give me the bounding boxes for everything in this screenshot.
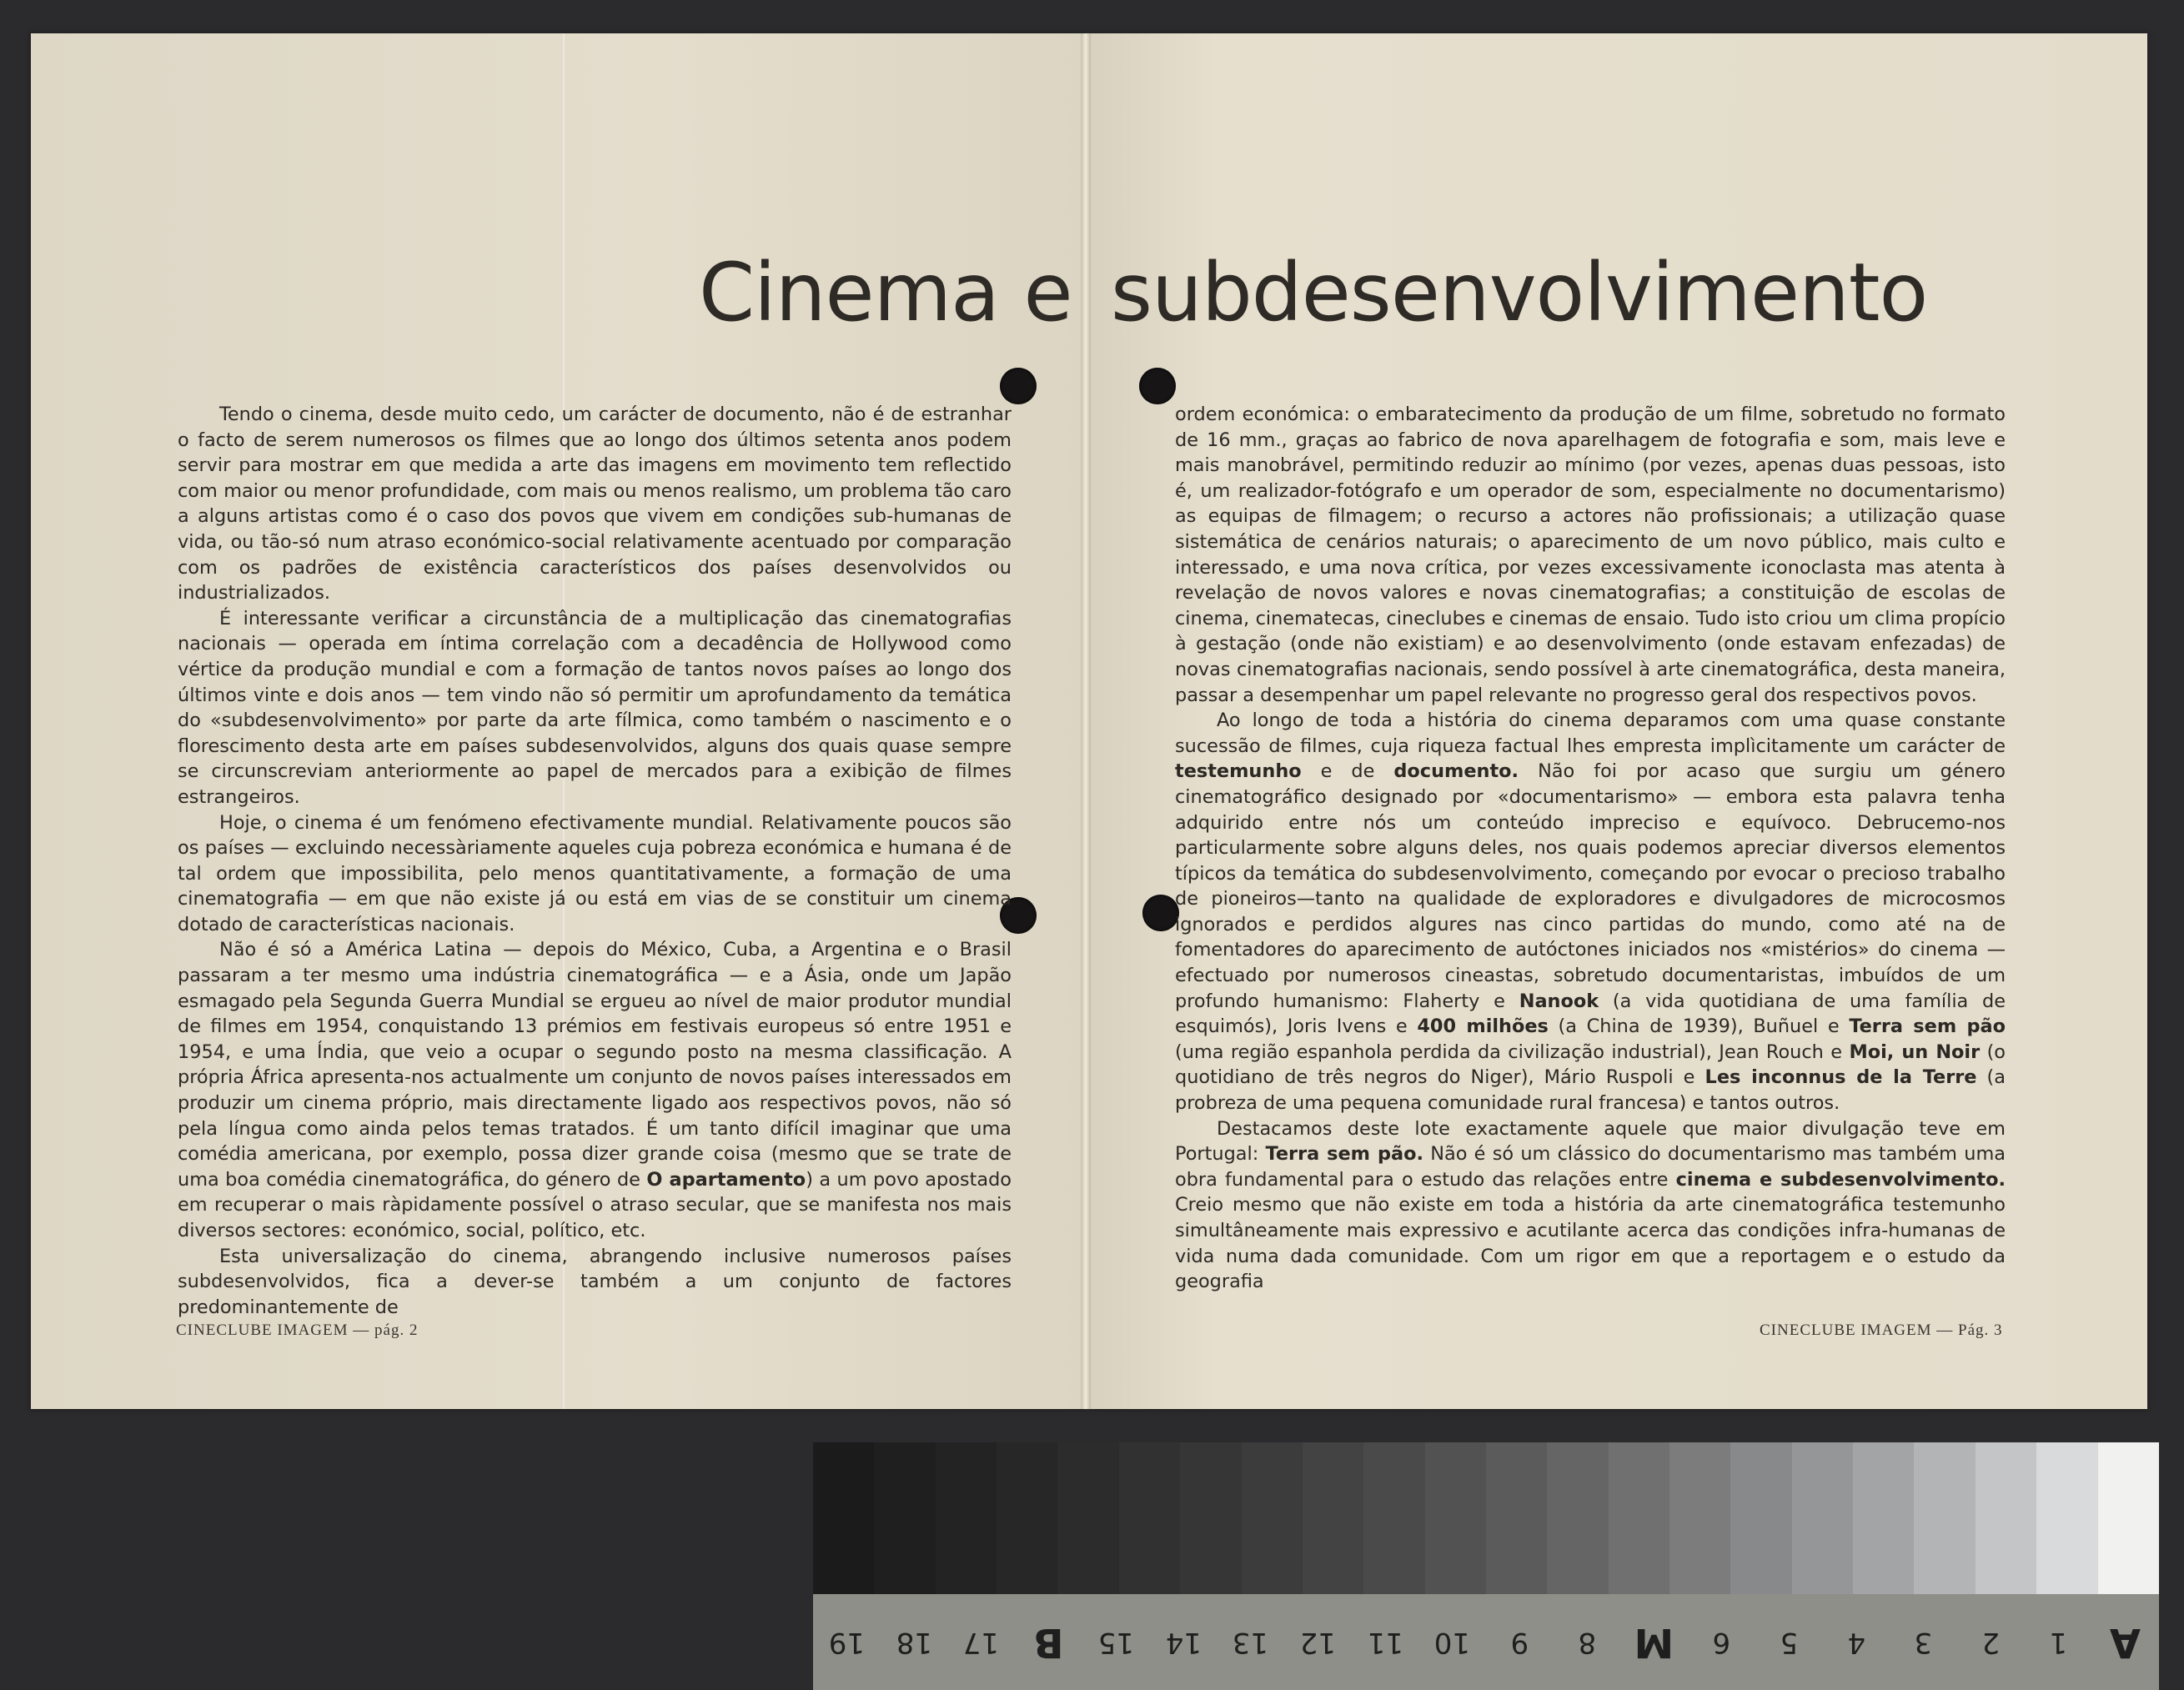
text-run: (o quotidiano de três negros do Niger), Mário Ruspoli e (1175, 1041, 2006, 1089)
gray-swatch (1547, 1442, 1608, 1594)
bold-term: cinema e subdesenvolvimento. (1675, 1168, 2006, 1191)
gray-swatch (2098, 1442, 2159, 1594)
gray-swatch (1363, 1442, 1424, 1594)
punch-hole (1139, 368, 1176, 404)
paragraph: Esta universalização do cinema, abrangendo inclusive numerosos países subdesenvolvidos, fica a dever-se também a um conjunto de factores predominantemente de (178, 1245, 1012, 1318)
gray-swatch (1792, 1442, 1853, 1594)
gray-swatch (813, 1442, 874, 1594)
gray-swatch (1180, 1442, 1241, 1594)
ruler-label: 1 (2049, 1625, 2067, 1659)
text-run: Destacamos deste lote exactamente aquele que maior divulgação teve em Portugal: (1175, 1117, 2006, 1166)
gray-swatch (1303, 1442, 1363, 1594)
text-run: Não é só a América Latina — depois do México, Cuba, a Argentina e o Brasil passaram a ter mesmo uma indústria cinematográfica — e a Ásia, onde um Japão esmagado pela Segunda Guerra Mundial se ergueu ao nível de maior produtor mundial de filmes em 1954, conquistando 13 prémios em festivais europeus só entre 1951 e 1954, e uma Índia, que veio a ocupar o segundo posto na mesma classificação. A própria África apresenta-nos actualmente um conjunto de novos países interessados em produzir um cinema próprio, mais directamente ligado aos respectivos povos, não só pela língua como ainda pelos temas tratados. É um tanto difícil imaginar que uma comédia americana, por exemplo, possa dizer grande coisa (mesmo que se trate de uma boa comédia cinematográfica, do género de (178, 939, 1012, 1191)
ruler-label: B (1033, 1618, 1064, 1666)
paragraph (178, 937, 1012, 1243)
text-run: (a China de 1939), Buñuel e (1558, 1016, 1840, 1038)
ruler-label: 18 (896, 1625, 932, 1659)
gray-swatch (1976, 1442, 2036, 1594)
paragraph: ordem económica: o embaratecimento da produção de um filme, sobretudo no formato de 16 mm., graças ao fabrico de nova aparelhagem de fotografia e som, mais leve e mais manobrável, permitindo reduzir ao mínimo (por vezes, apenas duas pessoas, isto é, um realizador-fotógrafo e um operador de som, especialmente no documentarismo) as equipas de filmagem; o recurso a actores não profissionais; a utilização quase sistemática de cenários naturais; o aparecimento de um novo público, mais culto e interessado, e uma nova crítica, por vezes excessivamente iconoclasta mas atenta à revelação de novos valores e novas cinematografias; a constituição de escolas de cinema, cinematecas, cineclubes e cinemas de ensaio. Tudo isto criou um clima propício à gestação (onde não existiam) e ao desenvolvimento (onde estavam enfezadas) de novas cinematografias nacionais, sendo possível à arte cinematográfica, desta maneira, passar a desempenhar um papel relevante no progresso geral dos respectivos povos. (1175, 404, 2006, 706)
gray-swatch (1914, 1442, 1975, 1594)
ruler-label: 3 (1914, 1625, 1933, 1659)
punch-hole (1000, 368, 1037, 404)
grayscale-swatches (813, 1442, 2159, 1594)
ruler-label: 8 (1578, 1625, 1596, 1659)
bold-term: testemunho (1175, 760, 1302, 783)
text-run: (uma região espanhola perdida da civilização industrial), Jean Rouch e (1175, 1041, 1843, 1063)
ruler-label: 5 (1780, 1625, 1799, 1659)
gray-swatch (1242, 1442, 1303, 1594)
gray-swatch (1730, 1442, 1791, 1594)
film-title: Terra sem pão (1849, 1016, 2006, 1038)
ruler-label: M (1634, 1618, 1674, 1666)
gray-swatch (1057, 1442, 1118, 1594)
ruler-label: 11 (1367, 1625, 1403, 1659)
ruler-label: 12 (1299, 1625, 1336, 1659)
ruler-label: A (2110, 1618, 2141, 1666)
ruler-label: 15 (1097, 1625, 1134, 1659)
gray-swatch (1425, 1442, 1486, 1594)
footer-right: CINECLUBE IMAGEM — Pág. 3 (1760, 1321, 2003, 1339)
footer-left: CINECLUBE IMAGEM — pág. 2 (176, 1321, 419, 1339)
gray-swatch (874, 1442, 935, 1594)
film-title: Moi, un Noir (1849, 1041, 1981, 1063)
gray-swatch (1853, 1442, 1914, 1594)
film-title: Nanook (1519, 990, 1599, 1012)
gray-swatch (1119, 1442, 1180, 1594)
paragraph (1175, 1116, 2006, 1295)
paragraph: Hoje, o cinema é um fenómeno efectivamente mundial. Relativamente poucos são os países — excluindo necessàriamente aqueles cuja pobreza económica e humana é de tal ordem que impossibilita, pelo menos quantitativamente, a formação de uma cinematografia — em que não existe já ou está em vias de se constituir um cinema dotado de características nacionais. (178, 811, 1012, 935)
right-column-text (1175, 402, 2006, 1295)
title-left: Cinema e (699, 246, 1072, 339)
ruler-label: 19 (828, 1625, 865, 1659)
ruler-label: 10 (1434, 1625, 1471, 1659)
text-run: Creio mesmo que não existe em toda a história da arte cinematográfica testemunho simultâneamente mais expressivo e acutilante acerca das condições infra-humanas de vida numa dada comunidade. Com um rigor em que a reportagem e o estudo da geografia (1175, 1194, 2006, 1293)
ruler-label: 13 (1232, 1625, 1269, 1659)
bold-term: documento. (1393, 760, 1519, 783)
text-run: Ao longo de toda a história do cinema deparamos com uma quase constante sucessão de filmes, cuja riqueza factual lhes empresta implìcitamente um carácter de (1175, 710, 2006, 757)
color-checker-target (813, 1442, 2159, 1690)
text-run: ) a um povo apostado em recuperar o mais ràpidamente possível o atraso secular, que se manifesta nos mais diversos sectores: económico, social, político, etc. (178, 1168, 1012, 1241)
paragraph (1175, 708, 2006, 1116)
gray-swatch (936, 1442, 997, 1594)
ruler-label: 17 (963, 1625, 1000, 1659)
ruler-label: 14 (1165, 1625, 1202, 1659)
paragraph: É interessante verificar a circunstância de a multiplicação das cinematografias nacionais — operada em íntima correlação com a decadência de Hollywood como vértice da produção mundial e com a formação de tantos novos países ao longo dos últimos vinte e dois anos — tem vindo não só permitir um aprofundamento da temática do «subdesenvolvimento» por parte da arte fílmica, como também o nascimento e o florescimento desta arte em países subdesenvolvidos, alguns dos quais quase sempre se circunscreviam anteriormente ao papel de mercados para a exibição de filmes estrangeiros. (178, 607, 1012, 808)
ruler-label: 2 (1981, 1625, 2001, 1659)
film-title: Terra sem pão. (1265, 1143, 1423, 1166)
left-column-text (178, 402, 1012, 1320)
film-title: O apartamento (646, 1168, 806, 1191)
center-fold (1081, 33, 1091, 1409)
ruler-label: 6 (1712, 1625, 1731, 1659)
text-run: (a probreza de uma pequena comunidade rural francesa) e tantos outros. (1175, 1066, 2006, 1115)
text-run: Não é só um clássico do documentarismo mas também uma obra fundamental para o estudo das relações entre (1175, 1143, 2006, 1191)
text-run: (a vida quotidiana de uma família de esquimós), Joris Ivens e (1175, 990, 2006, 1038)
ruler-label: 4 (1847, 1625, 1865, 1659)
film-title: 400 milhões (1417, 1016, 1549, 1038)
text-run: e de (1320, 760, 1375, 783)
gray-swatch (2036, 1442, 2097, 1594)
gray-swatch (1669, 1442, 1730, 1594)
gray-swatch (1486, 1442, 1547, 1594)
film-title: Les inconnus de la Terre (1705, 1066, 1977, 1089)
gray-swatch (1609, 1442, 1669, 1594)
gray-swatch (997, 1442, 1057, 1594)
paragraph: Tendo o cinema, desde muito cedo, um carácter de documento, não é de estranhar o facto de serem numerosos os filmes que ao longo dos últimos setenta anos podem servir para mostrar em que medida a arte das imagens em movimento tem reflectido com maior ou menor profundidade, com mais ou menos realismo, um problema tão caro a alguns artistas como é o caso dos povos que vivem em condições sub-humanas de vida, ou tão-só num atraso económico-social relativamente acentuado por comparação com os padrões de existência característicos dos países desenvolvidos ou industrializados. (178, 404, 1012, 604)
punch-hole (1142, 895, 1179, 931)
title-right: subdesenvolvimento (1111, 246, 1928, 339)
ruler-scale (813, 1594, 2159, 1690)
ruler-label: 9 (1510, 1625, 1529, 1659)
text-run: Não foi por acaso que surgiu um género cinematográfico designado por «documentarismo» — embora esta palavra tenha adquirido entre nós um conteúdo impreciso e equívoco. Debrucemo-nos particularmente sobre alguns deles, nos quais podemos apreciar diversos elementos típicos da temática do subdesenvolvimento, começando por evocar o precioso trabalho de pioneiros—tanto na qualidade de exploradores e divulgadores de microcosmos ignorados e perdidos algures nas cinco partidas do mundo, como até na de fomentadores do aparecimento de autóctones iniciados nos «mistérios» do cinema — efectuado por numerosos cineastas, sobretudo documentaristas, imbuídos de um profundo humanismo: Flaherty e (1175, 760, 2006, 1012)
